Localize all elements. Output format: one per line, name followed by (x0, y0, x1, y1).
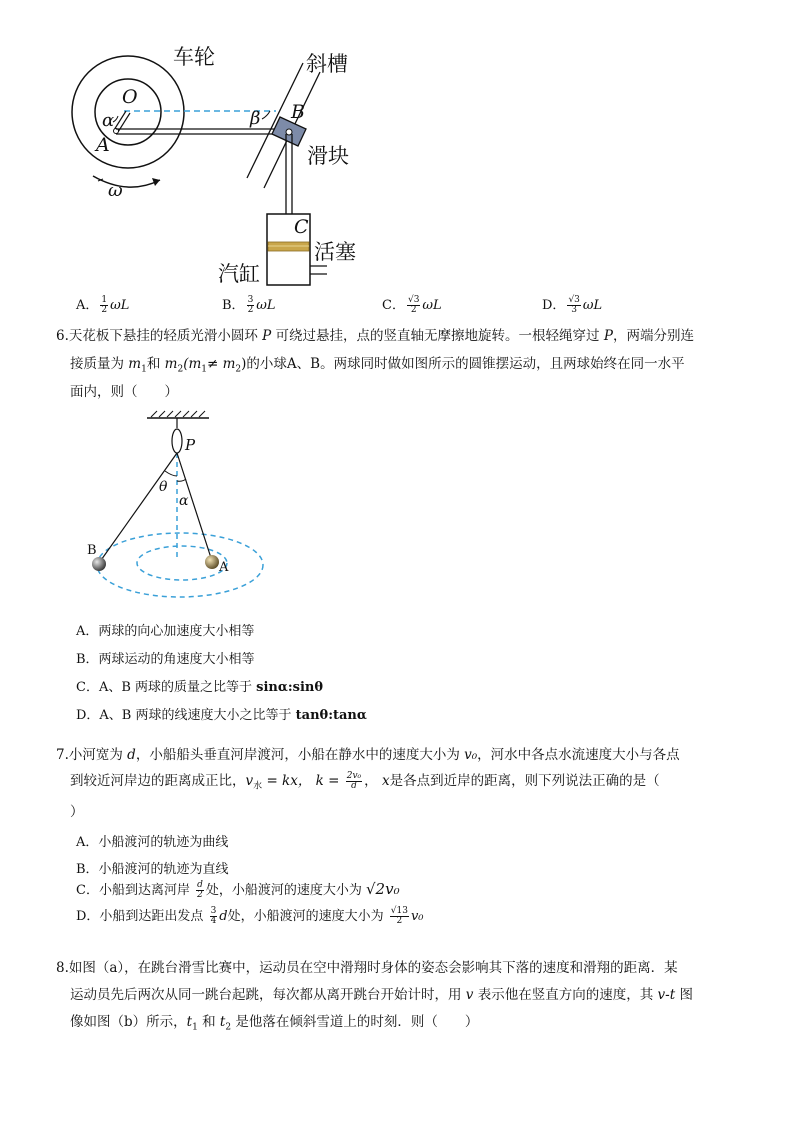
q5-option-b[interactable]: B． $\frac{3}{2}$ ωL (222, 295, 276, 315)
q5-option-c[interactable]: C． $\frac{√3}{2}$ ωL (382, 295, 442, 315)
rotation-arrow (93, 176, 160, 187)
label-O: O (122, 86, 138, 108)
wheel-outer-circle (72, 56, 184, 168)
alpha-arc (177, 479, 186, 481)
label-A: A (96, 134, 110, 156)
label-B: B (291, 101, 305, 123)
label-alpha-q6: α (179, 493, 189, 509)
q5-option-a[interactable]: A． $\frac{1}{2}$ ωL (76, 295, 130, 315)
label-ball-B: B (87, 543, 97, 558)
label-beta: β (250, 108, 261, 129)
label-omega: ω (108, 180, 123, 201)
label-C: C (294, 216, 309, 238)
ball-A (205, 555, 219, 569)
q6-option-d[interactable]: D．A、B 两球的线速度大小之比等于 tanθ:tanα (76, 708, 367, 723)
label-ball-A: A (219, 560, 229, 575)
label-theta: θ (159, 479, 168, 495)
angle-beta-arc (262, 111, 270, 119)
q8-stem-line1: 8.如图（a），在跳台滑雪比赛中，运动员在空中滑翔时身体的姿态会影响其下落的速度和滑翔的距离．某 (56, 960, 678, 976)
q7-stem-line2: 到较近河岸边的距离成正比，$v_水$ = kx， k = $\frac{\text{2v₀}}{d}$ ， x是各点到近岸的距离，则下列说法正确的是（ (70, 771, 660, 792)
q8-stem-line3: 像如图（b）所示，$t_1$ 和 $t_2$ 是他落在倾斜雪道上的时刻．则（ ） (70, 1014, 479, 1033)
q7-stem-line3: ） (70, 804, 84, 820)
q6-stem-line2: 接质量为 $m_1$和 $m_2(m_1\ne m_2)$的小球A、B。两球同时做如图所示的圆锥摆运动，且两球始终在同一水平 (70, 356, 685, 375)
q7-option-b[interactable]: B．小船渡河的轨迹为直线 (76, 862, 229, 877)
q7-stem-line1: 7.小河宽为 d，小船船头垂直河岸渡河，小船在静水中的速度大小为 v₀，河水中各点水流速度大小与各点 (56, 747, 680, 763)
q6-stem-line1: 6.天花板下悬挂的轻质光滑小圆环 P 可绕过悬挂，点的竖直轴无摩擦地旋转。一根轻绳穿过 P，两端分别连 (56, 328, 694, 344)
label-wheel: 车轮 (173, 45, 215, 69)
q7-option-d[interactable]: D．小船到达距出发点 $\frac{3}{4}$ d处，小船渡河的速度大小为 $\frac{√13}{2}$ v₀ (76, 906, 424, 926)
label-chute: 斜槽 (306, 52, 348, 76)
orbit-outer (97, 533, 263, 597)
ring-P (172, 429, 182, 453)
q7-option-c[interactable]: C．小船到达离河岸 $\frac{d}{2}$ 处，小船渡河的速度大小为 √2v₀ (76, 880, 400, 900)
label-P: P (185, 436, 196, 454)
q6-option-c[interactable]: C．A、B 两球的质量之比等于 sinα:sinθ (76, 680, 324, 695)
label-slider: 滑块 (307, 144, 349, 168)
q7-option-a[interactable]: A．小船渡河的轨迹为曲线 (76, 835, 229, 850)
q6-stem-line3: 面内，则（ ） (70, 384, 178, 400)
q5-option-d[interactable]: D． $\frac{√3}{3}$ ωL (542, 295, 603, 315)
q6-option-b[interactable]: B．两球运动的角速度大小相等 (76, 652, 255, 667)
theta-arc (165, 471, 177, 476)
ball-B (92, 557, 106, 571)
q8-stem-line2: 运动员先后两次从同一跳台起跳，每次都从离开跳台开始计时，用 v 表示他在竖直方向的速度，其 v-t 图 (70, 987, 693, 1003)
label-alpha: α (102, 110, 115, 131)
q6-option-a[interactable]: A．两球的向心加速度大小相等 (76, 624, 255, 639)
label-cylinder: 汽缸 (218, 262, 260, 286)
label-piston: 活塞 (314, 240, 356, 264)
